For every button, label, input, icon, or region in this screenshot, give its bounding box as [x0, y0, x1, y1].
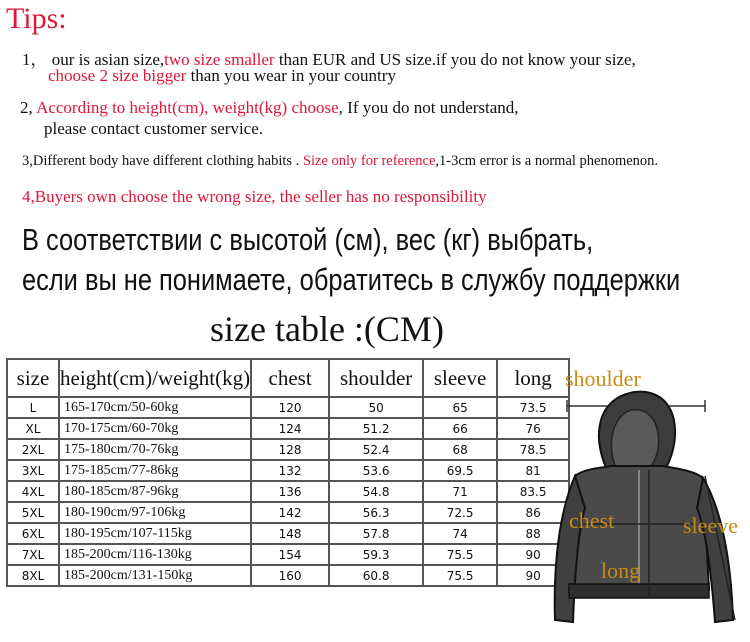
size-table-header-row: [7, 359, 569, 397]
diagram-label-shoulder: shoulder: [565, 366, 641, 391]
cell-chest: 160: [251, 565, 329, 586]
cell-shoulder: 60.8: [329, 565, 423, 586]
russian-line-2: если вы не понимаете, обратитесь в службу поддержки: [22, 262, 681, 297]
tip-3-line: [22, 153, 658, 170]
cell-height-weight: 180-195cm/107-115kg: [59, 523, 251, 544]
tip-1-text-red-a: two size smaller: [164, 50, 275, 69]
cell-long: 81: [497, 460, 569, 481]
cell-sleeve: 71: [423, 481, 497, 502]
cell-long: 90: [497, 565, 569, 586]
cell-sleeve: 65: [423, 397, 497, 418]
table-row: [7, 397, 569, 418]
cell-height-weight: 170-175cm/60-70kg: [59, 418, 251, 439]
cell-shoulder: 52.4: [329, 439, 423, 460]
size-table-title: size table :(CM): [210, 309, 444, 349]
cell-long: 88: [497, 523, 569, 544]
header-height-weight: height(cm)/weight(kg): [59, 359, 251, 397]
cell-size: 5XL: [7, 502, 59, 523]
cell-shoulder: 54.8: [329, 481, 423, 502]
cell-size: 6XL: [7, 523, 59, 544]
cell-chest: 128: [251, 439, 329, 460]
table-row: [7, 439, 569, 460]
diagram-label-long: long: [601, 558, 641, 583]
tip-2-text-b: please contact customer service.: [44, 119, 264, 138]
cell-long: 90: [497, 544, 569, 565]
tip-2-line-2: [44, 119, 263, 139]
cell-sleeve: 69.5: [423, 460, 497, 481]
cell-size: 2XL: [7, 439, 59, 460]
header-shoulder: shoulder: [329, 359, 423, 397]
tip-2-text-a: , If you do not understand,: [338, 98, 519, 117]
tip-4-line: 4,Buyers own choose the wrong size, the seller has no responsibility: [22, 187, 487, 206]
cell-size: 8XL: [7, 565, 59, 586]
cell-shoulder: 50: [329, 397, 423, 418]
cell-sleeve: 72.5: [423, 502, 497, 523]
diagram-label-sleeve: sleeve: [683, 513, 738, 538]
tip-2-text-red: According to height(cm), weight(kg) choose: [36, 98, 339, 117]
tip-3-text-red: Size only for reference: [302, 153, 436, 169]
cell-shoulder: 57.8: [329, 523, 423, 544]
cell-chest: 120: [251, 397, 329, 418]
cell-chest: 136: [251, 481, 329, 502]
cell-size: L: [7, 397, 59, 418]
table-row: [7, 544, 569, 565]
tips-title: Tips:: [6, 2, 67, 35]
cell-sleeve: 68: [423, 439, 497, 460]
header-sleeve: sleeve: [423, 359, 497, 397]
cell-long: 76: [497, 418, 569, 439]
header-long: long: [497, 359, 569, 397]
cell-sleeve: 66: [423, 418, 497, 439]
cell-long: 73.5: [497, 397, 569, 418]
cell-long: 83.5: [497, 481, 569, 502]
table-row: [7, 502, 569, 523]
cell-chest: 154: [251, 544, 329, 565]
cell-sleeve: 75.5: [423, 565, 497, 586]
table-row: [7, 460, 569, 481]
cell-long: 78.5: [497, 439, 569, 460]
tip-1-text-c: than you wear in your country: [186, 66, 396, 85]
cell-height-weight: 185-200cm/131-150kg: [59, 565, 251, 586]
cell-sleeve: 74: [423, 523, 497, 544]
header-size: size: [7, 359, 59, 397]
size-table: [6, 358, 570, 587]
cell-height-weight: 165-170cm/50-60kg: [59, 397, 251, 418]
cell-size: XL: [7, 418, 59, 439]
cell-height-weight: 180-190cm/97-106kg: [59, 502, 251, 523]
russian-line-1: В соответствии с высотой (см), вес (кг) выбрать,: [22, 222, 594, 257]
cell-height-weight: 175-180cm/70-76kg: [59, 439, 251, 460]
cell-size: 4XL: [7, 481, 59, 502]
cell-chest: 132: [251, 460, 329, 481]
table-row: [7, 418, 569, 439]
jacket-measurement-diagram: [545, 358, 750, 642]
tip-1-text-a: our is asian size,: [51, 50, 165, 69]
cell-height-weight: 180-185cm/87-96kg: [59, 481, 251, 502]
tip-2-number: 2,: [20, 98, 33, 117]
tip-2-line-1: [20, 98, 519, 118]
cell-shoulder: 56.3: [329, 502, 423, 523]
cell-size: 3XL: [7, 460, 59, 481]
cell-chest: 124: [251, 418, 329, 439]
header-chest: chest: [251, 359, 329, 397]
tip-1-text-b: than EUR and US size.if you do not know your size,: [274, 50, 636, 69]
tip-1-line-2: [48, 66, 396, 86]
diagram-label-chest: chest: [569, 508, 615, 533]
tip-1-text-red-b: choose 2 size bigger: [48, 66, 187, 85]
cell-height-weight: 185-200cm/116-130kg: [59, 544, 251, 565]
table-row: [7, 481, 569, 502]
tip-1-number: 1，: [22, 50, 48, 69]
cell-height-weight: 175-185cm/77-86kg: [59, 460, 251, 481]
cell-size: 7XL: [7, 544, 59, 565]
table-row: [7, 565, 569, 586]
cell-chest: 142: [251, 502, 329, 523]
cell-chest: 148: [251, 523, 329, 544]
cell-shoulder: 53.6: [329, 460, 423, 481]
tip-3-text-b: ,1-3cm error is a normal phenomenon.: [435, 153, 659, 169]
cell-shoulder: 59.3: [329, 544, 423, 565]
tip-3-text-a: 3,Different body have different clothing habits .: [22, 153, 303, 169]
cell-shoulder: 51.2: [329, 418, 423, 439]
cell-sleeve: 75.5: [423, 544, 497, 565]
jacket-illustration: [545, 358, 750, 642]
cell-long: 86: [497, 502, 569, 523]
table-row: [7, 523, 569, 544]
